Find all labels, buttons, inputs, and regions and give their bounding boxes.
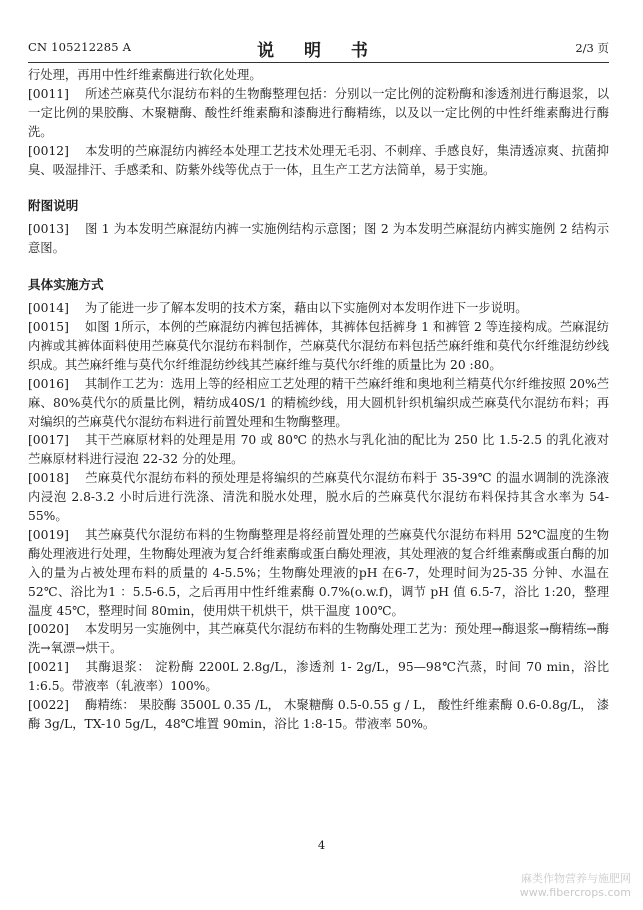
document-title: 说 明 书 [257, 41, 380, 61]
page-header [28, 36, 609, 61]
paragraph-text: 其酶退浆： 淀粉酶 2200L 2.8g/L，渗透剂 1- 2g/L，95—98℃汽蒸，时间 70 min，浴比 1:6.5。带液率（轧液率）100%。 [28, 660, 609, 694]
paragraph-text: 其苎麻莫代尔混纺布料的生物酶整理是将经前置处理的苎麻莫代尔混纺布料用 52℃温度的生物酶处理液进行处理，生物酶处理液为复合纤维素酶或蛋白酶处理液，其处理液的复合纤维素酶或蛋白酶的加入的量为占被处理布料的质量的 4-5.5%；生物酶处理液的pH 在6-7，处理时间为25-35 分钟、水温在52℃、浴比为1 ：5.5-6.5，之后再用中性纤维素酶 0.7%(o.w.f)，调节 pH 值 6.5-7，浴比 1:20，整理温度 45℃，整理时间 80min，使用烘干机烘干，烘干温度 100℃。 [28, 527, 609, 618]
paragraph-text: 酶精练： 果胶酶 3500L 0.35 /L， 木聚糖酶 0.5-0.55 g / L， 酸性纤维素酶 0.6-0.8g/L， 漆酶 3g/L，TX-10 5g/L，48℃堆置 90min，浴比 1:8-15。带液率 50%。 [28, 698, 609, 731]
page-number: 4 [317, 838, 326, 852]
paragraph-text: 所述苎麻莫代尔混纺布料的生物酶整理包括：分别以一定比例的淀粉酶和渗透剂进行酶退浆，以一定比例的果胶酶、木聚糖酶、酸性纤维素酶和漆酶进行酶精练，以及以一定比例的中性纤维素酶进行酶洗。 [28, 86, 609, 139]
paragraph-text: 其制作工艺为：选用上等的经相应工艺处理的精干苎麻纤维和奥地利兰精莫代尔纤维按照 20%苎麻、80%莫代尔的质量比例，精纺成40S/1 的精梳纱线，用大圆机针织机编织成苎麻莫代尔混纺布料；再对编织的苎麻莫代尔混纺布料进行前置处理和生物酶整理。 [28, 376, 609, 429]
paragraph-text: 苎麻莫代尔混纺布料的预处理是将编织的苎麻莫代尔混纺布料于 35-39℃ 的温水调制的洗涤液内浸泡 2.8-3.2 小时后进行洗涤、清洗和脱水处理，脱水后的苎麻莫代尔混纺布料保持其含水率为 54-55%。 [28, 471, 609, 524]
section-heading-drawings: 附图说明 [28, 198, 79, 214]
watermark-site-name: 麻类作物营养与施肥网 [521, 872, 631, 885]
paragraph [28, 375, 609, 432]
paragraph-text: 图 1 为本发明苎麻混纺内裤一实施例结构示意图；图 2 为本发明苎麻混纺内裤实施例 2 结构示意图。 [28, 222, 609, 256]
paragraph [28, 299, 609, 318]
paragraph [28, 318, 609, 375]
paragraph [28, 431, 609, 469]
paragraph [28, 526, 609, 621]
document-body [28, 66, 609, 734]
paragraph [28, 658, 609, 696]
header-divider [28, 62, 609, 63]
paragraph-text: 如图 1所示，本例的苎麻混纺内裤包括裤体，其裤体包括裤身 1 和裤管 2 等连接构成。苎麻混纺内裤或其裤体面料使用苎麻莫代尔混纺布料制作，苎麻莫代尔混纺布料包括苎麻纤维和莫代尔纤维混纺纱线织成。其苎麻纤维与莫代尔纤维混纺纱线其苎麻纤维与莫代尔纤维的质量比为 20 :80。 [28, 319, 609, 372]
patent-number: CN 105212285 A [28, 40, 132, 54]
paragraph-number: [0011] [28, 86, 69, 101]
watermark [520, 872, 631, 900]
lead-paragraph: 行处理，再用中性纤维素酶进行软化处理。 [28, 68, 262, 82]
page-indicator: 2/3 页 [575, 41, 609, 55]
paragraph [28, 620, 609, 658]
paragraph-number: [0020] [28, 622, 69, 637]
paragraph [28, 469, 609, 526]
paragraph-number: [0015] [28, 319, 69, 334]
paragraph-number: [0016] [28, 376, 69, 391]
paragraph-text: 为了能进一步了解本发明的技术方案，藉由以下实施例对本发明作进下一步说明。 [84, 301, 528, 316]
paragraph-number: [0019] [28, 527, 69, 542]
paragraph [28, 696, 609, 734]
paragraph-number: [0018] [28, 471, 69, 486]
paragraph-number: [0012] [28, 143, 69, 158]
watermark-url: www.fibercrops.com [519, 886, 631, 899]
paragraph-number: [0017] [28, 433, 69, 448]
paragraph-number: [0021] [28, 660, 69, 675]
paragraph-number: [0013] [28, 222, 69, 237]
paragraph [28, 142, 609, 180]
paragraph [28, 220, 609, 258]
paragraph [28, 85, 609, 142]
paragraph-number: [0014] [28, 301, 69, 316]
section-heading-embodiments: 具体实施方式 [28, 277, 104, 293]
paragraph-number: [0022] [28, 698, 69, 713]
paragraph-text: 本发明的苎麻混纺内裤经本处理工艺技术处理无毛羽、不刺痒、手感良好，集清透凉爽、抗菌抑臭、吸湿排汗、手感柔和、防紫外线等优点于一体，且生产工艺方法简单，易于实施。 [28, 143, 609, 177]
paragraph-text: 本发明另一实施例中，其苎麻莫代尔混纺布料的生物酶处理工艺为：预处理→酶退浆→酶精练→酶洗→氧漂→烘干。 [28, 622, 609, 656]
paragraph-text: 其干苎麻原材料的处理是用 70 或 80℃ 的热水与乳化油的配比为 250 比 1.5-2.5 的乳化液对苎麻原材料进行浸泡 22-32 分的处理。 [28, 433, 609, 467]
